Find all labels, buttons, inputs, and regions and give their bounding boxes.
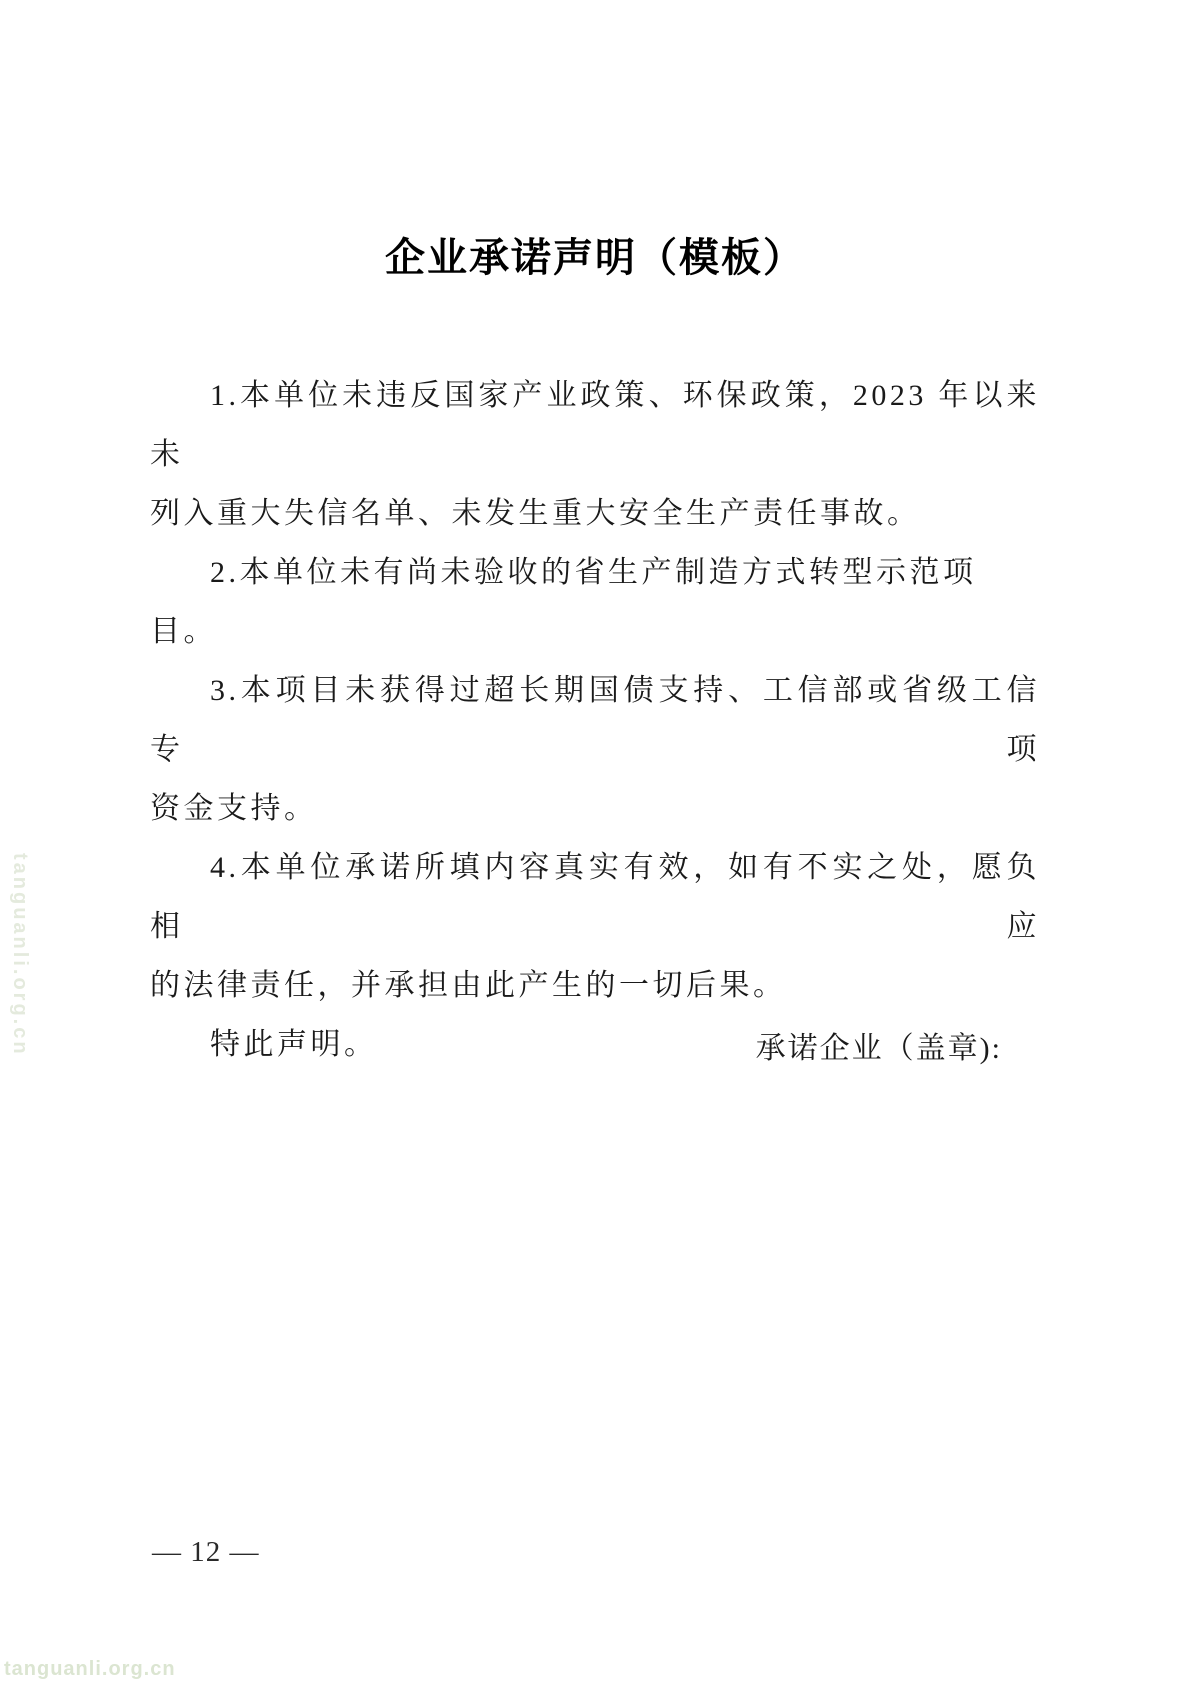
- body-line: 的法律责任，并承担由此产生的一切后果。: [150, 969, 787, 1002]
- document-body: [150, 366, 1040, 1074]
- body-line: 资金支持。: [150, 792, 318, 825]
- watermark-left: tanguanli.org.cn: [9, 853, 31, 1057]
- page-number: — 12 —: [152, 1536, 260, 1568]
- body-line: 3.本项目未获得过超长期国债支持、工信部或省级工信专项: [150, 674, 1040, 766]
- signature-label: 承诺企业（盖章):: [755, 1032, 1002, 1065]
- body-line: 2.本单位未有尚未验收的省生产制造方式转型示范项目。: [150, 556, 977, 648]
- body-line: 列入重大失信名单、未发生重大安全生产责任事故。: [150, 497, 921, 530]
- page-title: 企业承诺声明（模板）: [385, 235, 805, 280]
- body-line: 特此声明。: [210, 1028, 378, 1061]
- watermark-bottom: tanguanli.org.cn: [4, 1658, 176, 1680]
- body-line: 1.本单位未违反国家产业政策、环保政策，2023 年以来未: [150, 379, 1040, 471]
- body-line: 4.本单位承诺所填内容真实有效，如有不实之处，愿负相应: [150, 851, 1040, 943]
